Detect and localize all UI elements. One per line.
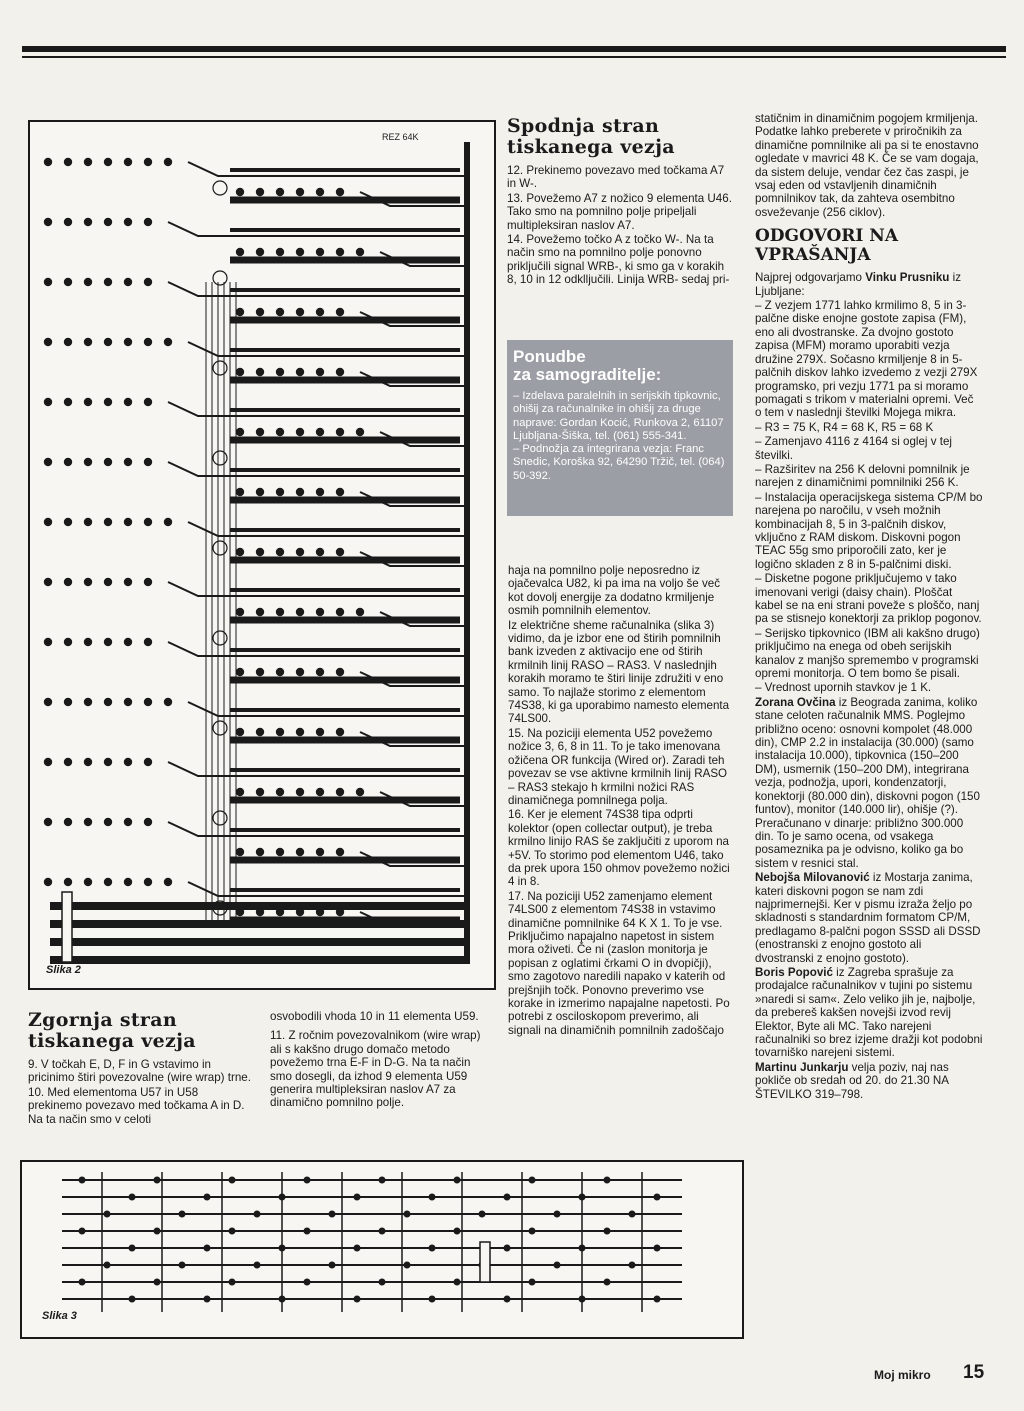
solder-pad xyxy=(504,1245,511,1252)
answer-item: – Z vezjem 1771 lahko krmilimo 8, 5 in 3-palčne diske enojne gostote zapisa (FM), eno ali dvostranske. Za dvojno gostoto zapisa (MFM) moramo uporabiti vezja družine 279X. Sočasno krmiljenje 8 in 5-palčnih diskov lahko izvedemo z vezji 279X programsko, pri vezju 1771 pa si moramo pomagati s trikom v materialni opremi. Več o tem v naslednji številki Mojega mikra. xyxy=(755,299,978,420)
solder-pad xyxy=(529,1279,536,1286)
solder-pad xyxy=(179,1262,186,1269)
solder-pad xyxy=(276,488,284,496)
heading-line: tiskanega vezja xyxy=(507,136,675,158)
solder-pad xyxy=(236,728,244,736)
solder-pad xyxy=(296,728,304,736)
solder-pad xyxy=(316,728,324,736)
solder-pad xyxy=(336,668,344,676)
solder-pad xyxy=(64,278,72,286)
marker-circle xyxy=(213,181,227,195)
solder-pad xyxy=(404,1262,411,1269)
answer-text: iz Beograda zanima, koliko stane celoten računalnik MMS. Poglejmo približno oceno: osnovni kompolet (48.000 din), CMP 2.2 in instalacija (30.000) (samo instalacija 10.000), tipkovnica (150–200 DM), usmernik (150–200 DM), integrirana vezja, podnožja, upori, kondenzatorji, konektorji (80.000 din), diskovni pogon (150 funtov), monitor (140.000 lir), ohišje (?). Preračunano v dinarje: približno 300.000 din. To je samo ocena, od vsakega posameznika pa je odvisno, koliko ga bo sistem v resnici stal. xyxy=(755,695,980,870)
solder-pad xyxy=(164,158,172,166)
edge-connector xyxy=(464,142,470,962)
answer-martin xyxy=(755,1061,983,1101)
solder-pad xyxy=(316,188,324,196)
solder-pad xyxy=(144,218,152,226)
solder-pad xyxy=(44,218,52,226)
solder-pad xyxy=(236,308,244,316)
solder-pad xyxy=(84,698,92,706)
solder-pad xyxy=(154,1177,161,1184)
solder-pad xyxy=(64,578,72,586)
solder-pad xyxy=(316,668,324,676)
solder-pad xyxy=(84,878,92,886)
solder-pad xyxy=(204,1296,211,1303)
solder-pad xyxy=(336,428,344,436)
heading-line: ODGOVORI NA xyxy=(755,226,899,247)
solder-pad xyxy=(104,1211,111,1218)
offers-title-line: Ponudbe xyxy=(513,347,586,366)
solder-pad xyxy=(296,188,304,196)
ground-trace xyxy=(50,956,470,964)
solder-pad xyxy=(316,788,324,796)
solder-pad xyxy=(256,728,264,736)
solder-pad xyxy=(356,248,364,256)
solder-pad xyxy=(84,458,92,466)
solder-pad xyxy=(379,1279,386,1286)
solder-pad xyxy=(296,248,304,256)
solder-pad xyxy=(104,578,112,586)
solder-pad xyxy=(144,338,152,346)
solder-pad xyxy=(329,1211,336,1218)
article-section-bottom-side xyxy=(507,116,733,287)
page-number: 15 xyxy=(963,1362,985,1383)
solder-pad xyxy=(144,578,152,586)
solder-pad xyxy=(654,1194,661,1201)
step-12: 12. Prekinemo povezavo med točkama A7 in W-. xyxy=(507,164,725,191)
solder-pad xyxy=(256,248,264,256)
solder-pad xyxy=(64,878,72,886)
solder-pad xyxy=(604,1228,611,1235)
heading-line: VPRAŠANJA xyxy=(755,245,871,266)
solder-pad xyxy=(256,308,264,316)
solder-pad xyxy=(336,728,344,736)
solder-pad xyxy=(104,818,112,826)
step-11: 11. Z ročnim povezovalnikom (wire wrap) ali s kakšno drugo domačo metodo povežemo trna E-F in D-G. Na ta način smo dosegli, da izhod 9 elementa U59 generira multipleksiran naslov A7 za dinamično pomnilno polje. xyxy=(270,1029,481,1110)
solder-pad xyxy=(44,758,52,766)
solder-pad xyxy=(304,1228,311,1235)
step-10: 10. Med elementoma U57 in U58 prekinemo povezavo med točkama A in D. Na ta način smo v celoti xyxy=(28,1085,245,1126)
solder-pad xyxy=(164,338,172,346)
step-16: 16. Ker je element 74S38 tipa odprti kolektor (open collectar output), je treba krmilno linijo RAS še zaključiti z uporom na +5V. To storimo pod elementom U46, tako da prek upora 150 ohmov povežemo nožici 4 in 8. xyxy=(508,808,730,889)
solder-pad xyxy=(236,188,244,196)
solder-pad xyxy=(296,668,304,676)
solder-pad xyxy=(336,788,344,796)
solder-pad xyxy=(104,338,112,346)
solder-pad xyxy=(84,518,92,526)
solder-pad xyxy=(64,698,72,706)
solder-pad xyxy=(296,428,304,436)
solder-pad xyxy=(84,218,92,226)
answer-boris xyxy=(755,966,983,1060)
solder-pad xyxy=(296,848,304,856)
solder-pad xyxy=(256,608,264,616)
solder-pad xyxy=(296,368,304,376)
heading-line: Spodnja stran xyxy=(507,115,660,137)
solder-pad xyxy=(44,818,52,826)
solder-pad xyxy=(604,1279,611,1286)
answer-text: iz Zagreba sprašuje za prodajalce računalnikov v tujini po sistemu »naredi si sam«. Zelo veliko jih je, najbolje, da prebereš kakšen novejši izvod revij Elektor, Byte ali MC. Tako narejeni računalniki so brez izjeme dražji kot podobni tovarniško narejeni sistemi. xyxy=(755,965,983,1060)
solder-pad xyxy=(256,668,264,676)
solder-pad xyxy=(64,398,72,406)
solder-pad xyxy=(654,1245,661,1252)
solder-pad xyxy=(276,848,284,856)
solder-pad xyxy=(356,788,364,796)
article-continuation xyxy=(508,564,734,1037)
solder-pad xyxy=(84,278,92,286)
solder-pad xyxy=(124,698,132,706)
paragraph: Iz električne sheme računalnika (slika 3) vidimo, da je izbor ene od štirih pomnilnih bank izveden z aktivacijo ene od štirih krmilnih linij RASO – RAS3. V naslednjih korakih moramo te štiri linije združiti v eno samo. To najlaže storimo z elementom 74S38, ki ga uporabimo namesto elementa 74LS00. xyxy=(508,618,730,726)
solder-pad xyxy=(454,1228,461,1235)
solder-pad xyxy=(104,698,112,706)
solder-pad xyxy=(304,1279,311,1286)
heading-line: tiskanega vezja xyxy=(28,1030,196,1052)
pcb-schematic-illustration xyxy=(22,1162,742,1337)
solder-pad xyxy=(64,638,72,646)
solder-pad xyxy=(164,518,172,526)
solder-pad xyxy=(64,758,72,766)
offer-item: – Podnožja za integrirana vezja: Franc Snedic, Koroška 92, 64290 Tržič, tel. (064) 50-392. xyxy=(513,443,725,482)
solder-pad xyxy=(236,248,244,256)
solder-pad xyxy=(129,1245,136,1252)
solder-pad xyxy=(429,1245,436,1252)
solder-pad xyxy=(44,518,52,526)
solder-pad xyxy=(304,1177,311,1184)
solder-pad xyxy=(379,1228,386,1235)
solder-pad xyxy=(236,368,244,376)
solder-pad xyxy=(554,1211,561,1218)
solder-pad xyxy=(276,368,284,376)
step-13: 13. Povežemo A7 z nožico 9 elementa U46. Tako smo na pomnilno polje pripeljali multipleksiran naslov A7. xyxy=(507,191,732,232)
solder-pad xyxy=(144,758,152,766)
solder-pad xyxy=(254,1262,261,1269)
solder-pad xyxy=(64,518,72,526)
solder-pad xyxy=(316,548,324,556)
article-section-top-side xyxy=(28,1010,254,1126)
solder-pad xyxy=(256,368,264,376)
solder-pad xyxy=(79,1228,86,1235)
solder-pad xyxy=(104,458,112,466)
solder-pad xyxy=(164,878,172,886)
top-rule-thin xyxy=(22,56,1006,58)
article-section-middle xyxy=(270,1010,495,1110)
answer-zorana xyxy=(755,696,983,870)
solder-pad xyxy=(276,788,284,796)
solder-pad xyxy=(104,158,112,166)
solder-pad xyxy=(144,878,152,886)
solder-pad xyxy=(276,308,284,316)
figure-3-caption: Slika 3 xyxy=(42,1310,77,1322)
solder-pad xyxy=(404,1211,411,1218)
section-heading-top-side xyxy=(28,1010,254,1052)
solder-pad xyxy=(129,1194,136,1201)
solder-pad xyxy=(236,668,244,676)
offers-title-line: za samograditelje: xyxy=(513,365,662,384)
solder-pad xyxy=(654,1296,661,1303)
solder-pad xyxy=(154,1228,161,1235)
solder-pad xyxy=(276,248,284,256)
ground-trace xyxy=(50,902,470,910)
reader-name: Nebojša Milovanović xyxy=(755,871,870,885)
component-outline xyxy=(480,1242,490,1282)
answer-text: velja poziv, naj nas pokliče ob sredah od 20. do 21.30 NA ŠTEVILKO 319–798. xyxy=(755,1060,949,1101)
solder-pad xyxy=(79,1177,86,1184)
solder-pad xyxy=(316,488,324,496)
solder-pad xyxy=(316,428,324,436)
reader-name: Zorana Ovčina xyxy=(755,695,836,709)
intro-text: Najprej odgovarjamo xyxy=(755,271,866,285)
solder-pad xyxy=(144,398,152,406)
solder-pad xyxy=(329,1262,336,1269)
right-column xyxy=(755,112,983,1101)
solder-pad xyxy=(44,578,52,586)
marker-circle xyxy=(213,631,227,645)
solder-pad xyxy=(454,1279,461,1286)
solder-pad xyxy=(256,428,264,436)
solder-pad xyxy=(296,548,304,556)
solder-pad xyxy=(44,278,52,286)
solder-pad xyxy=(104,758,112,766)
solder-pad xyxy=(104,638,112,646)
solder-pad xyxy=(124,218,132,226)
ground-trace xyxy=(50,938,470,946)
solder-pad xyxy=(104,878,112,886)
solder-pad xyxy=(429,1296,436,1303)
pcb-figure-2 xyxy=(28,120,496,990)
top-rule-thick xyxy=(22,46,1006,52)
magazine-name: Moj mikro xyxy=(874,1368,931,1382)
solder-pad xyxy=(336,488,344,496)
solder-pad xyxy=(84,818,92,826)
solder-pad xyxy=(356,428,364,436)
solder-pad xyxy=(229,1177,236,1184)
solder-pad xyxy=(256,848,264,856)
solder-pad xyxy=(236,428,244,436)
solder-pad xyxy=(336,368,344,376)
solder-pad xyxy=(336,308,344,316)
solder-pad xyxy=(124,458,132,466)
reader-name: Martinu Junkarju xyxy=(755,1060,849,1074)
solder-pad xyxy=(179,1211,186,1218)
solder-pad xyxy=(124,158,132,166)
solder-pad xyxy=(229,1279,236,1286)
solder-pad xyxy=(336,188,344,196)
answer-item: – Razširitev na 256 K delovni pomnilnik je narejen z dinamičnimi pomnilniki 256 K. xyxy=(755,462,970,490)
solder-pad xyxy=(44,398,52,406)
solder-pad xyxy=(44,458,52,466)
paragraph: statičnim in dinamičnim pogojem krmiljenja. Podatke lahko preberete v priročnikih za dinamične pomnilnike ali pa si te enostavno ogledate v mavrici 48 K. Če se vam dogaja, da sistem deluje, vendar čez čas zaspi, je vsaj eden od vstavljenih dinamičnih pomnilnikov tak, da zahteva osembitno osveževanje (256 ciklov). xyxy=(755,112,979,219)
answer-item: – R3 = 75 K, R4 = 68 K, R5 = 68 K xyxy=(755,420,934,434)
solder-pad xyxy=(44,698,52,706)
solder-pad xyxy=(276,428,284,436)
solder-pad xyxy=(276,548,284,556)
solder-pad xyxy=(44,638,52,646)
solder-pad xyxy=(204,1194,211,1201)
solder-pad xyxy=(504,1296,511,1303)
pcb-layout-illustration xyxy=(30,122,494,988)
solder-pad xyxy=(84,398,92,406)
marker-circle xyxy=(213,361,227,375)
solder-pad xyxy=(336,248,344,256)
offer-item: – Izdelava paralelnih in serijskih tipkovnic, ohišij za računalnike in ohišij za druge naprave: Gordan Kocić, Runkova 2, 61107 Ljubljana-Šiška, tel. (061) 555-341. xyxy=(513,390,724,442)
solder-pad xyxy=(296,608,304,616)
solder-pad xyxy=(164,698,172,706)
answer-item: – Serijsko tipkovnico (IBM ali kakšno drugo) priključimo na enega od obeh serijskih kanalov z manjšo spremembo v programski opremi monitorja. O tem bomo še pisali. xyxy=(755,626,980,681)
solder-pad xyxy=(529,1228,536,1235)
solder-pad xyxy=(124,638,132,646)
heading-line: Zgornja stran xyxy=(28,1009,177,1031)
solder-pad xyxy=(296,788,304,796)
solder-pad xyxy=(84,158,92,166)
solder-pad xyxy=(354,1194,361,1201)
solder-pad xyxy=(256,548,264,556)
solder-pad xyxy=(144,278,152,286)
solder-pad xyxy=(316,608,324,616)
solder-pad xyxy=(229,1228,236,1235)
offers-title xyxy=(513,348,727,384)
solder-pad xyxy=(529,1177,536,1184)
solder-pad xyxy=(44,158,52,166)
marker-circle xyxy=(213,811,227,825)
solder-pad xyxy=(64,818,72,826)
solder-pad xyxy=(124,338,132,346)
solder-pad xyxy=(479,1211,486,1218)
section-heading-bottom-side xyxy=(507,116,733,158)
solder-pad xyxy=(276,608,284,616)
solder-pad xyxy=(124,758,132,766)
step-9: 9. V točkah E, D, F in G vstavimo in pricinimo štiri povezovalne (wire wrap) trne. xyxy=(28,1058,251,1085)
solder-pad xyxy=(336,848,344,856)
solder-pad xyxy=(64,458,72,466)
solder-pad xyxy=(154,1279,161,1286)
solder-pad xyxy=(104,278,112,286)
solder-pad xyxy=(316,248,324,256)
solder-pad xyxy=(296,308,304,316)
solder-pad xyxy=(84,638,92,646)
step-14: 14. Povežemo točko A z točko W-. Na ta način smo na pomnilno polje ponovno priključili signal WRB-, ki smo ga v korakih 8, 10 in 12 odklljučili. Linija WRB- sedaj pri- xyxy=(507,233,730,287)
paragraph: haja na pomnilno polje neposredno iz ojačevalca U82, ki pa ima na voljo še več kot dovolj energije za dodatno krmiljenje osmih pomnilnih elementov. xyxy=(508,564,721,618)
solder-pad xyxy=(454,1177,461,1184)
answer-item: – Instalacija operacijskega sistema CP/M bo narejena po naročilu, v vseh možnih kombinacijah 8, 5 in 3-palčnih diskov, vključno z RAM diskom. Diskovni pogon TEAC 55g smo priporočili zato, ker je logično skladen z 8 in 5-palčnimi diski. xyxy=(755,490,983,571)
solder-pad xyxy=(504,1194,511,1201)
solder-pad xyxy=(254,1211,261,1218)
answer-text: iz Mostarja zanima, kateri diskovni pogon se nam zdi najprimernejši. Ker v pismu izraža željo po skladnosti s standardnim formatom CP/M, predlagamo 8-palčni pogon SSSD ali DSSD (enostranski z enojno gostoto ali dvostranski z enojno gostoto). xyxy=(755,871,981,965)
solder-pad xyxy=(124,398,132,406)
solder-pad xyxy=(144,518,152,526)
solder-pad xyxy=(276,188,284,196)
solder-pad xyxy=(124,518,132,526)
section-heading-answers xyxy=(755,227,983,265)
solder-pad xyxy=(104,218,112,226)
solder-pad xyxy=(64,158,72,166)
solder-pad xyxy=(629,1262,636,1269)
solder-pad xyxy=(316,848,324,856)
solder-pad xyxy=(144,158,152,166)
solder-pad xyxy=(316,368,324,376)
solder-pad xyxy=(104,1262,111,1269)
solder-pad xyxy=(64,338,72,346)
reader-name: Boris Popović xyxy=(755,965,833,979)
marker-circle xyxy=(213,541,227,555)
solder-pad xyxy=(124,878,132,886)
answer-item: – Zamenjavo 4116 z 4164 si oglej v tej številki. xyxy=(755,435,952,462)
solder-pad xyxy=(236,608,244,616)
step-15: 15. Na poziciji elementa U52 povežemo nožice 3, 6, 8 in 11. To je tako imenovana ožičena OR funkcija (Wired or). Zaradi teh povezav se vse aktivne krmilnih linij RASO – RAS3 stekajo h krmilni nožici RAS dinamičnega pomnilnega polja. xyxy=(508,726,728,807)
reader-name: Vinku Prusniku xyxy=(865,271,950,285)
solder-pad xyxy=(236,788,244,796)
solder-pad xyxy=(204,1245,211,1252)
solder-pad xyxy=(144,698,152,706)
answer-item: – Disketne pogone priključujemo v tako imenovani verigi (daisy chain). Ploščat kabel se na eni strani poveže s ploščo, nanj pa se stisnejo konektorji za priklop pogonov. xyxy=(755,572,982,626)
solder-pad xyxy=(144,458,152,466)
solder-pad xyxy=(84,758,92,766)
solder-pad xyxy=(104,518,112,526)
figure-2-note: REZ 64K xyxy=(382,132,419,142)
solder-pad xyxy=(604,1177,611,1184)
solder-pad xyxy=(256,488,264,496)
solder-pad xyxy=(336,548,344,556)
solder-pad xyxy=(336,608,344,616)
answer-item: – Vrednost upornih stavkov je 1 K. xyxy=(755,681,932,695)
solder-pad xyxy=(129,1296,136,1303)
solder-pad xyxy=(554,1262,561,1269)
solder-pad xyxy=(79,1279,86,1286)
marker-circle xyxy=(213,451,227,465)
solder-pad xyxy=(356,608,364,616)
marker-circle xyxy=(213,271,227,285)
solder-pad xyxy=(316,308,324,316)
solder-pad xyxy=(276,728,284,736)
solder-pad xyxy=(124,578,132,586)
solder-pad xyxy=(276,668,284,676)
solder-pad xyxy=(84,338,92,346)
figure-2-caption: Slika 2 xyxy=(46,964,81,976)
solder-pad xyxy=(124,818,132,826)
solder-pad xyxy=(144,638,152,646)
solder-pad xyxy=(104,398,112,406)
solder-pad xyxy=(64,218,72,226)
paragraph: osvobodili vhoda 10 in 11 elementa U59. xyxy=(270,1010,479,1023)
solder-pad xyxy=(429,1194,436,1201)
solder-pad xyxy=(44,878,52,886)
solder-pad xyxy=(296,488,304,496)
component-outline xyxy=(62,892,72,962)
solder-pad xyxy=(354,1245,361,1252)
intro-text: iz Ljubljane: xyxy=(755,271,961,298)
offers-box xyxy=(507,340,733,516)
solder-pad xyxy=(236,548,244,556)
marker-circle xyxy=(213,721,227,735)
solder-pad xyxy=(256,788,264,796)
answers-intro xyxy=(755,271,983,298)
solder-pad xyxy=(84,578,92,586)
solder-pad xyxy=(44,338,52,346)
solder-pad xyxy=(144,818,152,826)
solder-pad xyxy=(256,188,264,196)
ground-trace xyxy=(50,920,470,928)
solder-pad xyxy=(354,1296,361,1303)
solder-pad xyxy=(124,278,132,286)
step-17: 17. Na poziciji U52 zamenjamo element 74LS00 z elementom 74S38 in vstavimo dinamične pomnilnike 64 K X 1. To je vse. Priključimo napajalno napetost in sistem mora oživeti. Če ni (zaslon monitorja je popisan z oglatimi črkami O in dvopičji), smo zagotovo naredili napako v katerih od prejšnjih točk. Ponovno preverimo vse korake in izmerimo napajalne napetosti. Po potrebi z osciloskopom preverimo, ali signali na dinamičnih pomnilnih zadoščajo xyxy=(508,889,730,1037)
solder-pad xyxy=(629,1211,636,1218)
pcb-figure-3 xyxy=(20,1160,744,1339)
solder-pad xyxy=(379,1177,386,1184)
answer-nebojsa xyxy=(755,871,983,965)
solder-pad xyxy=(236,848,244,856)
solder-pad xyxy=(236,488,244,496)
